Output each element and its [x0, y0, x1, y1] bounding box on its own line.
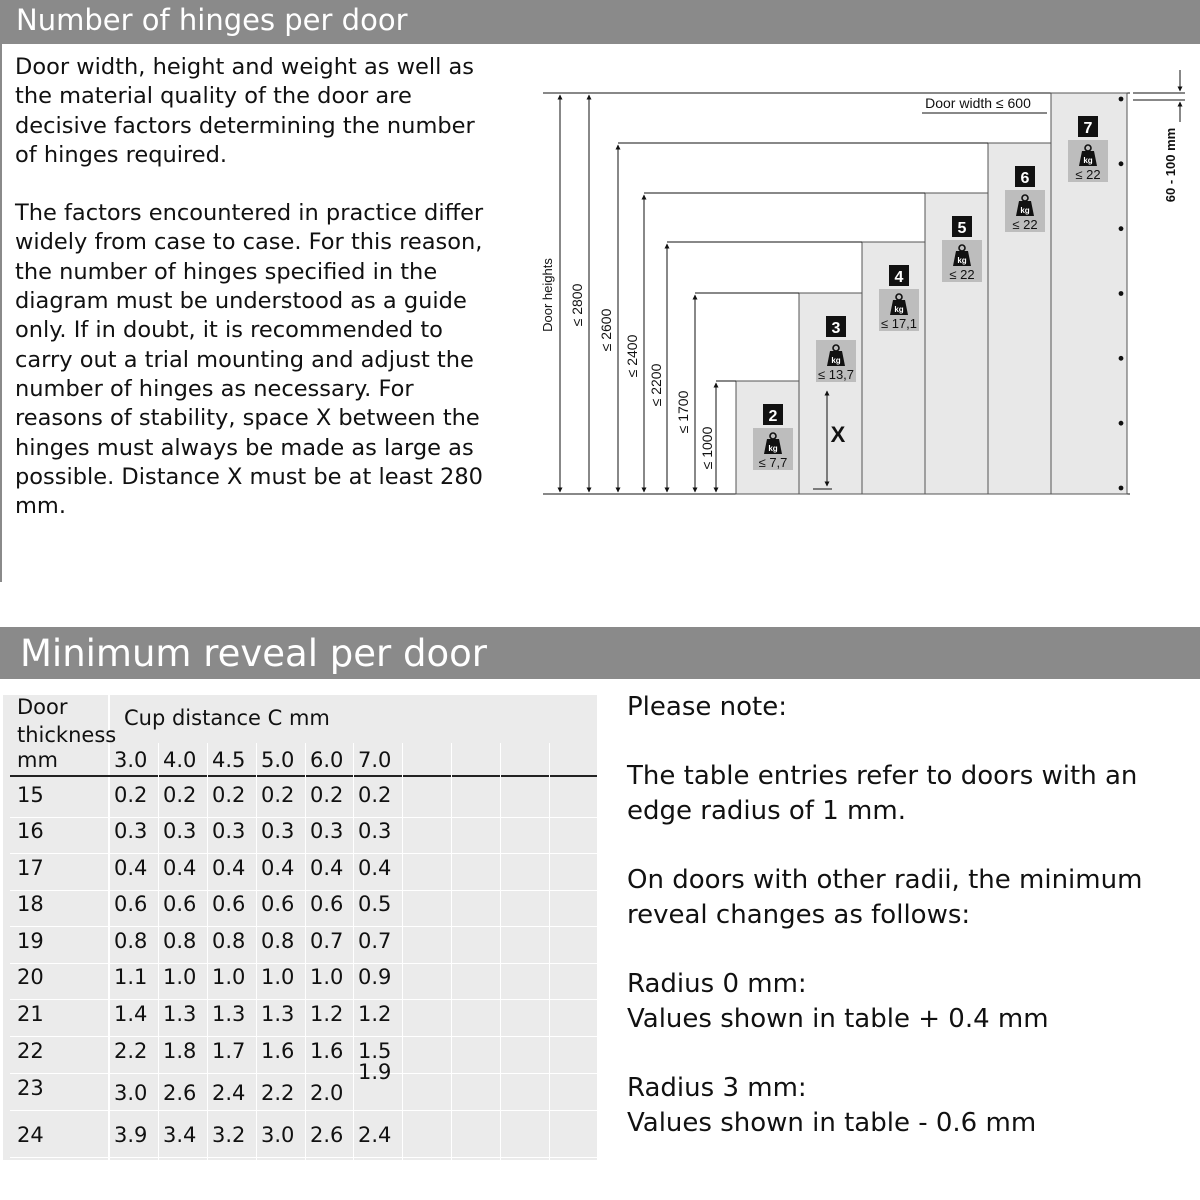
hinge-count: 4 — [894, 269, 904, 286]
axis-label: Door heights — [540, 258, 555, 332]
table-cell: 1.7 — [212, 1039, 246, 1063]
weight-label: ≤ 13,7 — [817, 367, 855, 382]
header-rule — [10, 775, 597, 777]
table-cell: 1.4 — [114, 1002, 148, 1026]
thickness-header-unit: mm — [17, 748, 58, 772]
table-cell: 2.6 — [163, 1081, 197, 1105]
note-line: Values shown in table - 0.6 mm — [627, 1108, 1037, 1138]
row-thickness: 22 — [17, 1039, 44, 1063]
hinge-count: 2 — [768, 408, 778, 425]
table-cell: 0.4 — [310, 856, 344, 880]
kg-label: kg — [1020, 206, 1030, 215]
table-cell: 0.3 — [358, 819, 392, 843]
table-cell: 0.4 — [212, 856, 246, 880]
table-cell: 0.7 — [358, 929, 392, 953]
column-divider — [353, 743, 354, 1160]
row-divider — [10, 926, 597, 927]
row-divider — [10, 817, 597, 818]
section-header-reveal — [0, 627, 1200, 679]
section-title: Number of hinges per door — [16, 3, 408, 37]
left-rule — [0, 44, 2, 582]
column-divider — [305, 743, 306, 1160]
row-thickness: 20 — [17, 965, 44, 989]
note-paragraph — [627, 967, 1197, 1037]
table-cell: 0.5 — [358, 892, 392, 916]
table-cell: 0.2 — [261, 783, 295, 807]
column-divider — [500, 743, 501, 1160]
row-thickness: 23 — [17, 1076, 44, 1100]
column-divider — [207, 743, 208, 1160]
table-cell: 0.2 — [212, 783, 246, 807]
hinge-dot — [1119, 421, 1124, 426]
column-divider — [158, 743, 159, 1160]
table-cell: 2.4 — [212, 1081, 246, 1105]
note-line: Values shown in table + 0.4 mm — [627, 1004, 1049, 1034]
row-thickness: 24 — [17, 1123, 44, 1147]
table-cell: 1.6 — [310, 1039, 344, 1063]
note-paragraph — [627, 690, 1197, 725]
hinge-dot — [1119, 161, 1124, 166]
row-divider — [10, 999, 597, 1000]
height-label: ≤ 1700 — [675, 390, 691, 434]
note-text — [627, 690, 1197, 1175]
table-cell: 0.6 — [261, 892, 295, 916]
column-header: 5.0 — [261, 748, 295, 772]
row-thickness: 15 — [17, 783, 44, 807]
weight-label: ≤ 22 — [1012, 217, 1038, 232]
note-line: The table entries refer to doors with an edge radius of 1 mm. — [627, 761, 1138, 826]
table-cell: 2.2 — [114, 1039, 148, 1063]
table-cell: 1.0 — [310, 965, 344, 989]
table-cell: 2.6 — [310, 1123, 344, 1147]
height-label: ≤ 1000 — [699, 426, 715, 470]
table-cell: 0.8 — [114, 929, 148, 953]
intro-paragraph: The factors encountered in practice differ widely from case to case. For this reason, the number of hinges specified in the diagram must be understood as a guide only. If in doubt, it is recommended to carry out a trial mounting and adjust the number of hinges as necessary. For reasons of stability, space X between the hinges must always be made as large as possible. Distance X must be at least 280 mm. — [15, 200, 484, 520]
intro-paragraph: Door width, height and weight as well as the material quality of the door are decisive factors determining the number of hinges required. — [15, 54, 475, 168]
table-cell: 1.3 — [261, 1002, 295, 1026]
table-cell: 0.4 — [358, 856, 392, 880]
note-line: Radius 3 mm: — [627, 1073, 807, 1103]
cup-distance-header: Cup distance C mm — [124, 706, 330, 730]
column-header: 6.0 — [310, 748, 344, 772]
table-cell: 3.9 — [114, 1123, 148, 1147]
table-cell: 1.0 — [261, 965, 295, 989]
column-header: 4.5 — [212, 748, 246, 772]
note-line: Please note: — [627, 692, 787, 722]
note-paragraph — [627, 759, 1197, 829]
x-distance-label: X — [830, 422, 846, 447]
weight-label: ≤ 22 — [949, 267, 975, 282]
weight-label: ≤ 7,7 — [758, 455, 788, 470]
table-cell: 3.0 — [114, 1081, 148, 1105]
hinge-count: 6 — [1020, 170, 1030, 187]
hinge-dot — [1119, 97, 1124, 102]
height-label: ≤ 2200 — [648, 363, 664, 407]
table-cell: 1.0 — [163, 965, 197, 989]
table-cell: 1.5 — [358, 1039, 392, 1063]
table-cell: 0.3 — [261, 819, 295, 843]
kg-label: kg — [768, 444, 778, 453]
table-cell: 0.8 — [261, 929, 295, 953]
intro-text — [15, 53, 495, 550]
table-cell: 0.6 — [212, 892, 246, 916]
row-thickness: 19 — [17, 929, 44, 953]
table-cell: 1.3 — [212, 1002, 246, 1026]
table-cell: 0.8 — [212, 929, 246, 953]
row-thickness: 21 — [17, 1002, 44, 1026]
weight-label: ≤ 17,1 — [880, 316, 918, 331]
table-cell: 0.6 — [310, 892, 344, 916]
table-cell: 1.6 — [261, 1039, 295, 1063]
hinge-dot — [1119, 291, 1124, 296]
row-thickness: 16 — [17, 819, 44, 843]
table-cell: 1.2 — [310, 1002, 344, 1026]
note-paragraph — [627, 863, 1197, 933]
table-cell: 1.8 — [163, 1039, 197, 1063]
table-cell: 1.2 — [358, 1002, 392, 1026]
note-paragraph — [627, 1071, 1197, 1141]
row-divider — [10, 853, 597, 854]
table-cell: 1.3 — [163, 1002, 197, 1026]
column-divider — [549, 743, 550, 1160]
table-cell: 1.9 — [358, 1060, 392, 1084]
section-header-hinges — [0, 0, 1200, 44]
table-cell: 1.0 — [212, 965, 246, 989]
row-divider — [10, 1073, 597, 1074]
table-cell: 3.0 — [261, 1123, 295, 1147]
row-thickness: 17 — [17, 856, 44, 880]
note-line: On doors with other radii, the minimum reveal changes as follows: — [627, 865, 1143, 930]
table-cell: 0.4 — [261, 856, 295, 880]
table-cell: 0.2 — [163, 783, 197, 807]
table-cell: 0.2 — [310, 783, 344, 807]
thickness-header-line: thickness — [17, 723, 117, 747]
section-title: Minimum reveal per door — [20, 632, 487, 675]
column-header: 3.0 — [114, 748, 148, 772]
row-divider — [10, 1036, 597, 1037]
table-cell: 0.8 — [163, 929, 197, 953]
kg-label: kg — [894, 305, 904, 314]
table-cell: 0.3 — [310, 819, 344, 843]
column-divider — [402, 743, 403, 1160]
table-cell: 0.6 — [114, 892, 148, 916]
table-cell: 2.2 — [261, 1081, 295, 1105]
hinge-count: 5 — [957, 220, 967, 237]
column-header: 7.0 — [358, 748, 392, 772]
hinge-count: 7 — [1083, 120, 1093, 137]
hinges-diagram — [520, 60, 1200, 510]
hinge-dot — [1119, 356, 1124, 361]
table-cell: 0.6 — [163, 892, 197, 916]
table-cell: 0.2 — [358, 783, 392, 807]
row-divider — [10, 890, 597, 891]
spacing-label: 60 - 100 mm — [1163, 127, 1178, 203]
row-thickness: 18 — [17, 892, 44, 916]
column-divider — [256, 743, 257, 1160]
thickness-header-line: Door — [17, 695, 68, 719]
table-cell: 2.0 — [310, 1081, 344, 1105]
height-label: ≤ 2800 — [569, 283, 585, 327]
table-cell: 0.2 — [114, 783, 148, 807]
table-cell: 0.4 — [163, 856, 197, 880]
column-divider — [451, 743, 452, 1160]
door-width-label: Door width ≤ 600 — [925, 95, 1031, 111]
column-header: 4.0 — [163, 748, 197, 772]
thickness-header — [17, 693, 116, 749]
hinge-dot — [1119, 486, 1124, 491]
table-cell: 3.2 — [212, 1123, 246, 1147]
table-cell: 0.4 — [114, 856, 148, 880]
table-cell: 0.9 — [358, 965, 392, 989]
height-label: ≤ 2600 — [598, 308, 614, 352]
table-cell: 0.7 — [310, 929, 344, 953]
row-divider — [10, 963, 597, 964]
hinge-dot — [1119, 226, 1124, 231]
table-cell: 0.3 — [163, 819, 197, 843]
table-cell: 0.3 — [212, 819, 246, 843]
hinge-count: 3 — [831, 320, 841, 337]
row-divider — [10, 1110, 597, 1111]
kg-label: kg — [957, 256, 967, 265]
table-cell: 1.1 — [114, 965, 148, 989]
table-cell: 2.4 — [358, 1123, 392, 1147]
height-label: ≤ 2400 — [624, 334, 640, 378]
weight-label: ≤ 22 — [1075, 167, 1101, 182]
kg-label: kg — [1083, 156, 1093, 165]
kg-label: kg — [831, 356, 841, 365]
table-cell: 3.4 — [163, 1123, 197, 1147]
table-cell: 0.3 — [114, 819, 148, 843]
note-line: Radius 0 mm: — [627, 969, 807, 999]
row-divider — [10, 1157, 597, 1158]
